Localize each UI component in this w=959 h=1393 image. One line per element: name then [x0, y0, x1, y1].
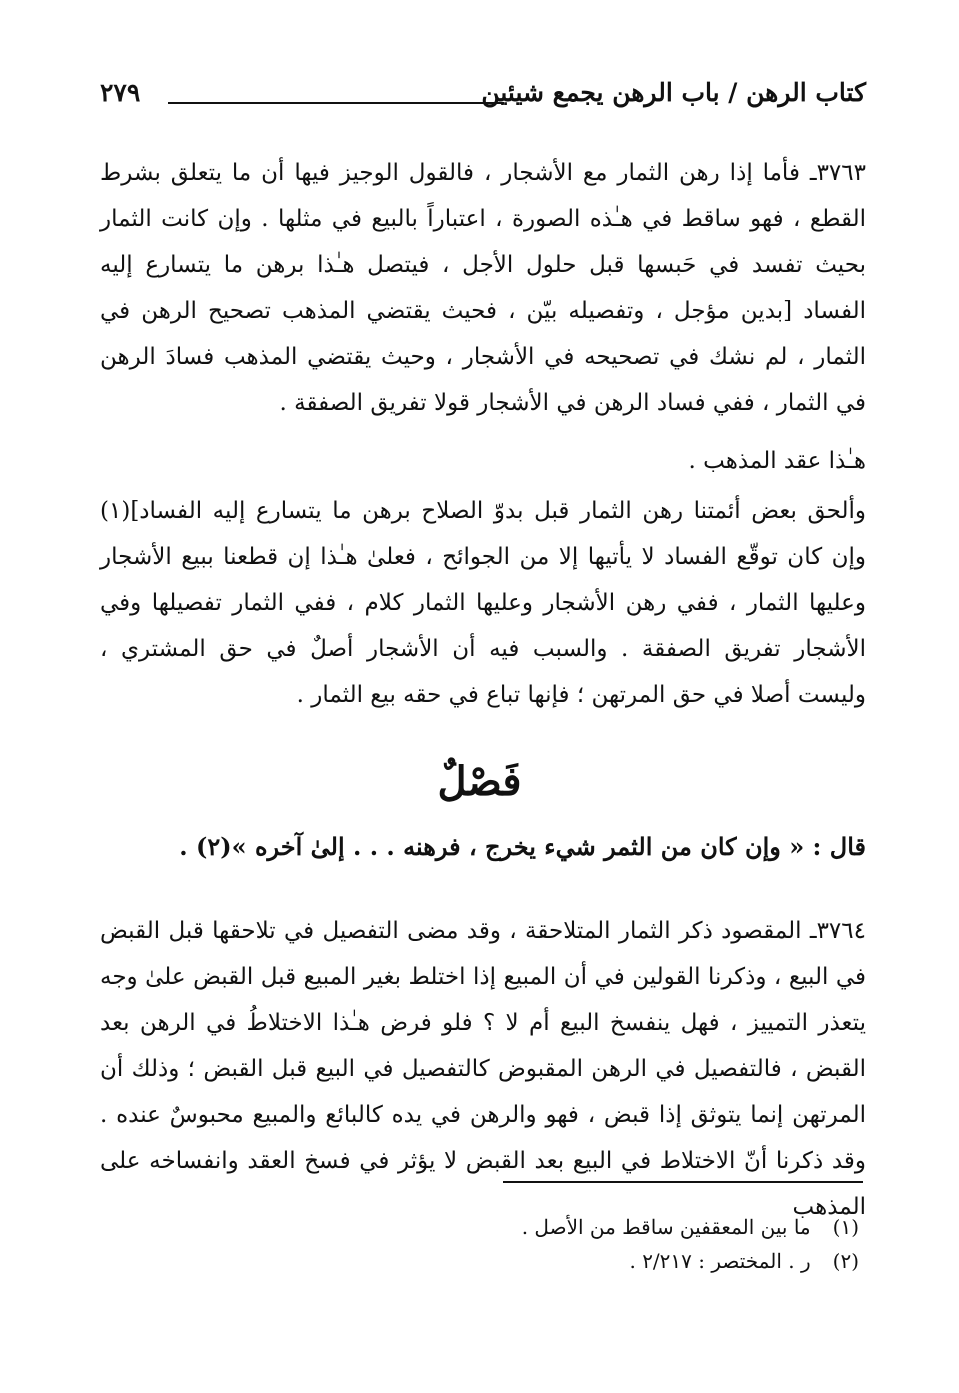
paragraph-additional-view: وألحق بعض أئمتنا رهن الثمار قبل بدوّ الصلاح برهن ما يتسارع إليه الفساد](١) وإن كان توقّع الفساد لا يأتيها إلا من الجوائح ، فعلىٰ هـٰذا إن قطعنا ببيع الأشجار وعليها الثمار ، ففي رهن الأشجار وعليها الثمار كلام ، ففي الثمار تفصيلها وفي الأشجار تفريق الصفقة . والسبب فيه أن الأشجار أصلٌ في حق المشتري ، وليست أصلا في حق المرتهن ؛ فإنها تباع في حقه بيع الثمار . [100, 498, 866, 708]
footnote-text: ما بين المعقفين ساقط من الأصل . [521, 1215, 811, 1239]
footnote-number: (١) [832, 1215, 859, 1239]
page-number: ٢٧٩ [100, 78, 141, 107]
paragraph-madhhab-summary: هـٰذا عقد المذهب . [688, 448, 866, 474]
paragraph-3763: ٣٧٦٣ـ فأما إذا رهن الثمار مع الأشجار ، فالقول الوجيز فيها أن ما يتعلق بشرط القطع ، فهو ساقط في هـٰذه الصورة ، اعتباراً بالبيع في مثلها . وإن كانت الثمار بحيث تفسد في حَبسها قبل حلول الأجل ، فيتصل هـٰذا برهن ما يتسارع إليه الفساد [بدين مؤجل ، وتفصيله بيّن ، فحيث يقتضي المذهب تصحيح الرهن في الثمار ، لم نشك في تصحيحه في الأشجار ، وحيث يقتضي المذهب فسادَ الرهن في الثمار ، ففي فساد الرهن في الأشجار قولا تفريق الصفقة . [100, 160, 866, 416]
running-header [100, 78, 866, 120]
quoted-text-line: قال : « وإن كان من الثمر شيء يخرج ، فرهنه . . . إلىٰ آخره »(٢) . [179, 832, 866, 861]
footnotes [359, 1210, 859, 1278]
footnote-2 [359, 1244, 859, 1278]
section-heading-fasl: فَصْلٌ [437, 758, 522, 805]
footnote-text: ر . المختصر : ٢/٢١٧ . [629, 1249, 811, 1273]
footnote-separator [503, 1181, 863, 1183]
footnote-1 [359, 1210, 859, 1244]
footnote-number: (٢) [832, 1249, 859, 1273]
paragraph-3764: ٣٧٦٤ـ المقصود ذكر الثمار المتلاحقة ، وقد مضى التفصيل في تلاحقها قبل القبض في البيع ، وذكرنا القولين في أن المبيع إذا اختلط بغير المبيع قبل القبض علىٰ وجه يتعذر التمييز ، فهل ينفسخ البيع أم لا ؟ فلو فرض هـٰذا الاختلاطُ في الرهن بعد القبض ، فالتفصيل في الرهن المقبوض كالتفصيل في البيع قبل القبض ؛ وذلك أن المرتهن إنما يتوثق إذا قبض ، فهو والرهن في يده كالبائع والمبيع محبوسٌ عنده . وقد ذكرنا أنّ الاختلاط في البيع بعد القبض لا يؤثر في فسخ العقد وانفساخه على المذهب [100, 918, 866, 1220]
header-rule [168, 102, 504, 104]
header-title: كتاب الرهن / باب الرهن يجمع شيئين [481, 78, 866, 107]
